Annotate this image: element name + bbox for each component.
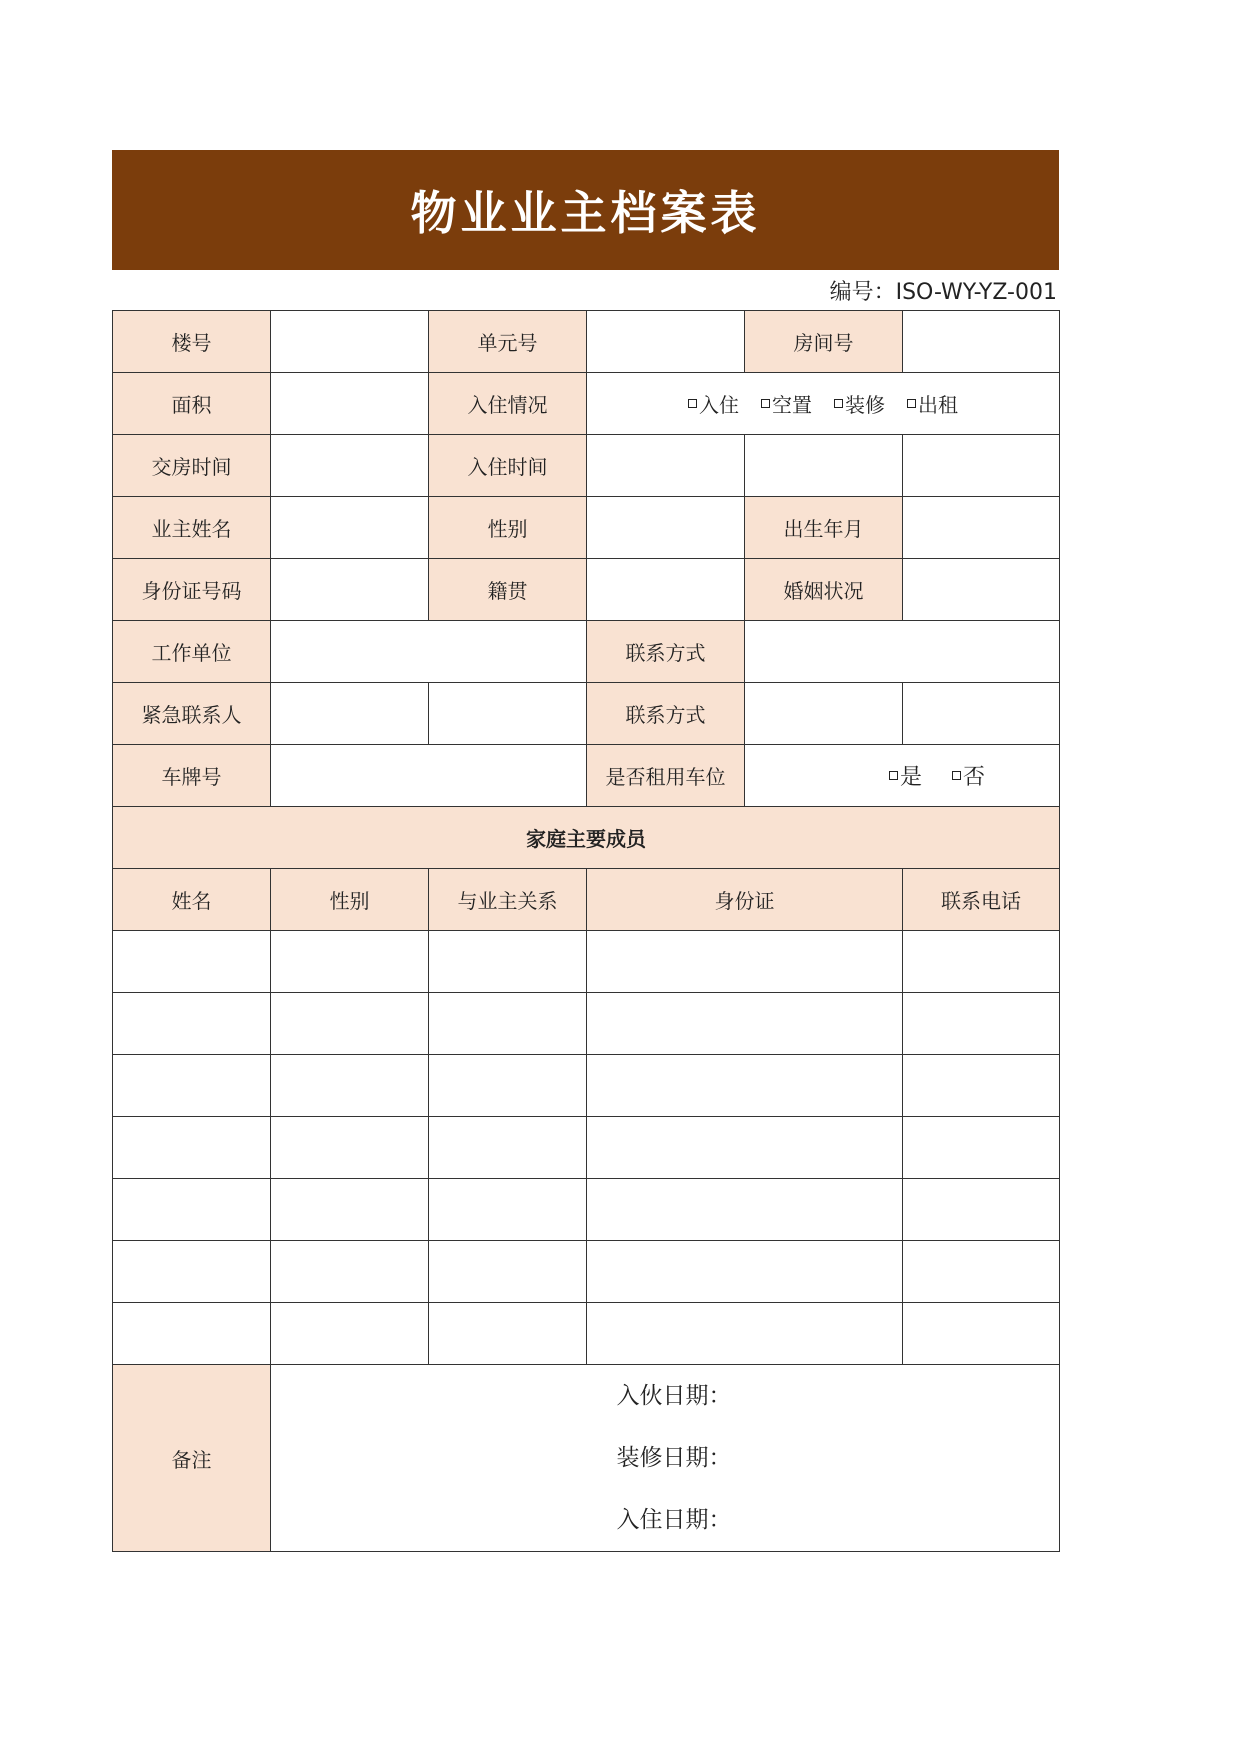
label-unit: 单元号 [429,311,587,373]
family-row [113,993,1060,1055]
employer-field[interactable] [271,621,587,683]
family-phone-cell[interactable] [903,1303,1060,1365]
table-row [113,311,1060,373]
remarks-body[interactable] [271,1365,1060,1552]
family-relation-cell[interactable] [429,1055,587,1117]
label-emergency-contact: 紧急联系人 [113,683,271,745]
emergency-contact-field[interactable] [271,683,429,745]
id-number-field[interactable] [271,559,429,621]
family-header-row [113,869,1060,931]
family-name-cell[interactable] [113,1055,271,1117]
form-title: 物业业主档案表 [112,150,1059,270]
family-id-cell[interactable] [587,1303,903,1365]
family-name-cell[interactable] [113,1179,271,1241]
family-id-cell[interactable] [587,993,903,1055]
family-id-cell[interactable] [587,1117,903,1179]
label-rent-parking: 是否租用车位 [587,745,745,807]
parking-options [745,745,1060,807]
family-id-cell[interactable] [587,1179,903,1241]
family-header-name: 姓名 [113,869,271,931]
family-name-cell[interactable] [113,931,271,993]
family-header-phone: 联系电话 [903,869,1060,931]
label-occupancy-status: 入住情况 [429,373,587,435]
family-id-cell[interactable] [587,1241,903,1303]
table-row [113,745,1060,807]
family-phone-cell[interactable] [903,1179,1060,1241]
family-relation-cell[interactable] [429,993,587,1055]
label-marital-status: 婚姻状况 [745,559,903,621]
family-phone-cell[interactable] [903,1241,1060,1303]
family-row [113,1303,1060,1365]
family-relation-cell[interactable] [429,1303,587,1365]
contact-field[interactable] [745,621,1060,683]
table-row [113,435,1060,497]
native-place-field[interactable] [587,559,745,621]
family-header-gender: 性别 [271,869,429,931]
remark-move-in-date: 入住日期： [616,1507,732,1533]
emergency-contact-method-field[interactable] [745,683,903,745]
family-header-id: 身份证 [587,869,903,931]
family-relation-cell[interactable] [429,1117,587,1179]
unit-field[interactable] [587,311,745,373]
table-row [113,621,1060,683]
label-area: 面积 [113,373,271,435]
family-row [113,1117,1060,1179]
label-plate: 车牌号 [113,745,271,807]
table-row [113,683,1060,745]
label-emergency-contact-method: 联系方式 [587,683,745,745]
remark-join-date: 入伙日期： [616,1383,732,1409]
family-gender-cell[interactable] [271,1179,429,1241]
family-gender-cell[interactable] [271,1241,429,1303]
plate-field[interactable] [271,745,587,807]
family-row [113,931,1060,993]
parking-option-yes[interactable]: 是 [889,760,922,791]
area-field[interactable] [271,373,429,435]
family-gender-cell[interactable] [271,1117,429,1179]
parking-option-no[interactable]: 否 [952,760,985,791]
occupancy-option-vacant[interactable]: 空置 [761,389,812,418]
label-move-in-time: 入住时间 [429,435,587,497]
blank-cell[interactable] [903,683,1060,745]
blank-cell[interactable] [903,435,1060,497]
family-gender-cell[interactable] [271,931,429,993]
family-row [113,1179,1060,1241]
family-phone-cell[interactable] [903,1117,1060,1179]
occupancy-option-renovating[interactable]: 装修 [834,389,885,418]
gender-field[interactable] [587,497,745,559]
checkbox-icon [834,399,843,408]
family-id-cell[interactable] [587,931,903,993]
label-contact: 联系方式 [587,621,745,683]
family-section-title: 家庭主要成员 [113,807,1060,869]
blank-cell[interactable] [745,435,903,497]
family-name-cell[interactable] [113,993,271,1055]
room-field[interactable] [903,311,1060,373]
checkbox-icon [952,771,961,780]
occupancy-option-rented[interactable]: 出租 [907,389,958,418]
label-room: 房间号 [745,311,903,373]
checkbox-icon [761,399,770,408]
remarks-label: 备注 [113,1365,271,1552]
label-owner-name: 业主姓名 [113,497,271,559]
family-phone-cell[interactable] [903,993,1060,1055]
move-in-time-field[interactable] [587,435,745,497]
document-code: 编号：ISO-WY-YZ-001 [829,279,1057,305]
label-employer: 工作单位 [113,621,271,683]
label-birth: 出生年月 [745,497,903,559]
label-id-number: 身份证号码 [113,559,271,621]
family-name-cell[interactable] [113,1117,271,1179]
marital-status-field[interactable] [903,559,1060,621]
table-row [113,559,1060,621]
remark-renovation-date: 装修日期： [616,1445,732,1471]
occupancy-options [587,373,1060,435]
family-name-cell[interactable] [113,1241,271,1303]
checkbox-icon [907,399,916,408]
table-row [113,497,1060,559]
family-row [113,1055,1060,1117]
table-row [113,807,1060,869]
family-header-relation: 与业主关系 [429,869,587,931]
occupancy-option-move-in[interactable]: 入住 [688,389,739,418]
table-row [113,373,1060,435]
handover-time-field[interactable] [271,435,429,497]
archive-sheet [112,150,1059,1552]
family-gender-cell[interactable] [271,1055,429,1117]
family-row [113,1241,1060,1303]
family-phone-cell[interactable] [903,1055,1060,1117]
blank-cell[interactable] [429,683,587,745]
label-gender: 性别 [429,497,587,559]
checkbox-icon [688,399,697,408]
family-relation-cell[interactable] [429,1241,587,1303]
building-field[interactable] [271,311,429,373]
family-relation-cell[interactable] [429,931,587,993]
label-building: 楼号 [113,311,271,373]
owner-info-table [112,310,1060,1552]
label-handover-time: 交房时间 [113,435,271,497]
remarks-row [113,1365,1060,1552]
birth-field[interactable] [903,497,1060,559]
family-relation-cell[interactable] [429,1179,587,1241]
checkbox-icon [889,771,898,780]
family-gender-cell[interactable] [271,1303,429,1365]
owner-name-field[interactable] [271,497,429,559]
family-phone-cell[interactable] [903,931,1060,993]
label-native-place: 籍贯 [429,559,587,621]
family-gender-cell[interactable] [271,993,429,1055]
family-name-cell[interactable] [113,1303,271,1365]
family-id-cell[interactable] [587,1055,903,1117]
